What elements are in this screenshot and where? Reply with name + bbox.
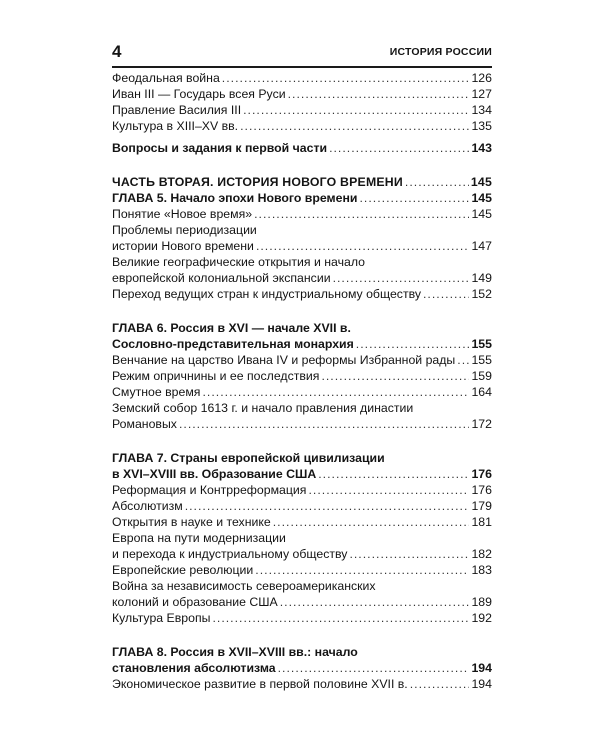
toc-page-number: 149 [471, 271, 492, 285]
toc-entry-title: Реформация и Контрреформация [112, 483, 307, 497]
dot-leader [273, 514, 470, 530]
toc-page-number: 145 [471, 207, 492, 221]
toc-entry-title-line: ГЛАВА 7. Страны европейской цивилизации [112, 451, 385, 465]
toc-entry [112, 86, 492, 102]
toc-entry-title: Вопросы и задания к первой части [112, 141, 328, 155]
toc-page-number: 189 [471, 595, 492, 609]
toc-entry-title-line: Земский собор 1613 г. и начало правления династии [112, 401, 414, 415]
dot-leader [278, 660, 470, 676]
toc-entry-title: Феодальная война [112, 71, 220, 85]
toc-entry-title-line: Великие географические открытия и начало [112, 255, 365, 269]
toc-page-number: 172 [471, 417, 492, 431]
toc-page-number: 194 [471, 661, 492, 675]
dot-leader [359, 190, 469, 206]
toc-chapter-heading [112, 190, 492, 206]
toc-entry-title: ЧАСТЬ ВТОРАЯ. ИСТОРИЯ НОВОГО ВРЕМЕНИ [112, 175, 403, 189]
dot-leader [329, 140, 469, 156]
toc-page-number: 155 [471, 353, 492, 367]
toc-entry [112, 530, 492, 562]
toc-entry [112, 384, 492, 400]
dot-leader [185, 498, 470, 514]
toc-entry-title-line: Война за независимость североамериканских [112, 579, 376, 593]
toc-entry [112, 562, 492, 578]
toc-page-number: 182 [471, 547, 492, 561]
toc-chapter-heading [112, 644, 492, 676]
toc-entry-title: ГЛАВА 5. Начало эпохи Нового времени [112, 191, 358, 205]
toc-chapter-heading [112, 320, 492, 352]
dot-leader [423, 286, 469, 302]
toc-entry [112, 578, 492, 610]
toc-entry [112, 498, 492, 514]
toc-entry [112, 368, 492, 384]
toc-page-number: 181 [471, 515, 492, 529]
toc-entry-title: Абсолютизм [112, 499, 183, 513]
toc-page-number: 192 [471, 611, 492, 625]
page-number: 4 [112, 42, 122, 61]
toc-page-number: 194 [471, 677, 492, 691]
toc-page-number: 143 [471, 141, 492, 155]
toc-chapter-heading [112, 450, 492, 482]
toc-page-number: 127 [471, 87, 492, 101]
toc-entry-title: Венчание на царство Ивана IV и реформы Избранной рады [112, 353, 456, 367]
toc-entry-title: Культура в XIII–XV вв. [112, 119, 239, 133]
running-title: ИСТОРИЯ РОССИИ [389, 46, 492, 58]
toc-entry [112, 514, 492, 530]
toc-page-number: 183 [471, 563, 492, 577]
toc-page-number: 159 [471, 369, 492, 383]
toc-entry [112, 286, 492, 302]
toc-entry-title-line: ГЛАВА 8. Россия в XVII–XVIII вв.: начало [112, 645, 358, 659]
toc-entry [112, 102, 492, 118]
toc-page-number: 155 [471, 337, 492, 351]
dot-leader [288, 86, 470, 102]
dot-leader [321, 368, 469, 384]
toc-entry-title: и перехода к индустриальному обществу [112, 547, 348, 561]
dot-leader [179, 416, 470, 432]
dot-leader [280, 594, 470, 610]
toc-entry-title-line: Европа на пути модернизации [112, 531, 286, 545]
toc-entry-title: колоний и образование США [112, 595, 278, 609]
toc-entry [112, 118, 492, 134]
toc-entry [112, 206, 492, 222]
toc-entry [112, 482, 492, 498]
toc-entry-title: истории Нового времени [112, 239, 254, 253]
toc-page-number: 145 [471, 191, 492, 205]
dot-leader [308, 482, 469, 498]
toc-entry-title-line: Проблемы периодизации [112, 223, 257, 237]
toc-entry [112, 400, 492, 432]
toc-page-number: 152 [471, 287, 492, 301]
toc-entry-title: Понятие «Новое время» [112, 207, 253, 221]
toc-entry-title: Режим опричнины и ее последствия [112, 369, 320, 383]
toc-entry-title: Культура Европы [112, 611, 211, 625]
dot-leader [255, 562, 469, 578]
toc-entry [112, 70, 492, 86]
dot-leader [212, 610, 469, 626]
toc-entry-title: Романовых [112, 417, 177, 431]
toc-entry [112, 222, 492, 254]
dot-leader [333, 270, 470, 286]
toc-entry-title: Смутное время [112, 385, 201, 399]
toc-page-number: 145 [470, 175, 492, 189]
toc-entry-title: становления абсолютизма [112, 661, 276, 675]
dot-leader [405, 174, 469, 190]
toc-page-number: 176 [471, 483, 492, 497]
dot-leader [318, 466, 469, 482]
header-rule [112, 66, 492, 68]
toc-entry-title: Открытия в науке и технике [112, 515, 271, 529]
dot-leader [240, 118, 469, 134]
toc-entry-title: Европейские революции [112, 563, 254, 577]
toc-entry-title: Правление Василия III [112, 103, 242, 117]
toc-entry-title: в XVI–XVIII вв. Образование США [112, 467, 317, 481]
toc-questions-entry [112, 140, 492, 156]
toc-part-heading [112, 174, 492, 190]
toc-entry [112, 610, 492, 626]
toc-entry-title: Иван III — Государь всея Руси [112, 87, 286, 101]
dot-leader [457, 352, 469, 368]
dot-leader [256, 238, 470, 254]
toc-entry-title: европейской колониальной экспансии [112, 271, 331, 285]
dot-leader [222, 70, 470, 86]
toc-page-number: 147 [471, 239, 492, 253]
toc-entry-title: Сословно-представительная монархия [112, 337, 354, 351]
toc-page-number: 126 [471, 71, 492, 85]
toc-entry [112, 676, 492, 692]
dot-leader [243, 102, 469, 118]
toc-entry-title: Экономическое развитие в первой половине XVII в. [112, 677, 408, 691]
dot-leader [410, 676, 470, 692]
page-header [112, 44, 492, 66]
toc-page-number: 176 [471, 467, 492, 481]
toc-entry [112, 254, 492, 286]
dot-leader [356, 336, 470, 352]
toc-page-number: 135 [471, 119, 492, 133]
table-of-contents [112, 70, 492, 692]
toc-page-number: 179 [471, 499, 492, 513]
dot-leader [202, 384, 469, 400]
toc-page-number: 134 [471, 103, 492, 117]
toc-page-number: 164 [471, 385, 492, 399]
dot-leader [349, 546, 469, 562]
toc-entry-title-line: ГЛАВА 6. Россия в XVI — начале XVII в. [112, 321, 351, 335]
toc-entry-title: Переход ведущих стран к индустриальному обществу [112, 287, 421, 301]
dot-leader [254, 206, 469, 222]
toc-entry [112, 352, 492, 368]
